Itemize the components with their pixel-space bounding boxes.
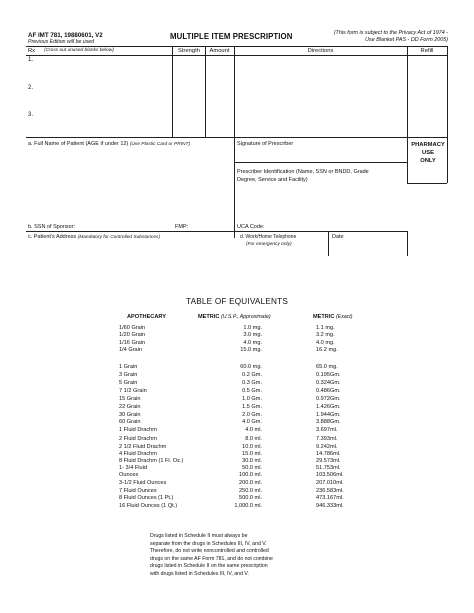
directions-header: Directions <box>307 48 334 54</box>
equivalents-row <box>0 396 474 404</box>
date-label[interactable]: Date <box>332 234 344 240</box>
metric-approx-value: 1.0 mg. <box>243 325 262 331</box>
metric-approx-value: 0.2 Gm. <box>242 372 262 378</box>
footnote-line-3: Therefore, do not write noncontrolled and controlled <box>150 548 269 555</box>
metric-exact-value: 1.944Gm. <box>316 412 341 418</box>
apothecary-value: 30 Grain <box>119 412 141 418</box>
metric-exact-value: 0.195Gm. <box>316 372 341 378</box>
metric-approx-value: 8.0 ml. <box>245 436 262 442</box>
apothecary-value: 8 Fluid Ounces (1 Pt.) <box>119 495 174 501</box>
telephone-hint: (For emergency only) <box>246 242 292 247</box>
footnote-line-1: Drugs listed in Schedule II must always be <box>150 533 248 539</box>
equivalents-row <box>0 364 474 372</box>
metric-approx-value: 200.0 ml. <box>238 480 262 486</box>
metric-exact-value: 236.583ml. <box>316 488 344 494</box>
telephone-label: d. Work/Home Telephone <box>240 234 297 240</box>
metric-exact-value: 207.010ml. <box>316 480 344 486</box>
footnote-line-4: drugs on the same AF Form 781, and do not combine <box>150 555 273 562</box>
metric-approx-value: 0.3 Gm. <box>242 380 262 386</box>
equivalents-row <box>0 372 474 380</box>
divider-date <box>328 231 329 256</box>
rule-ssn-bottom <box>26 231 407 232</box>
pharmacy-line-1: PHARMACY <box>411 142 445 148</box>
equivalents-row <box>0 388 474 396</box>
rule-pharmacy-bottom <box>407 183 447 184</box>
metric-approx-header <box>198 314 271 320</box>
rx-line-2[interactable]: 2. <box>28 85 34 91</box>
metric-exact-value: 9.242ml. <box>316 444 338 450</box>
apothecary-value: 1/60 Grain <box>119 325 146 331</box>
apothecary-value: 1 Grain <box>119 364 138 370</box>
metric-approx-value: 1.5 Gm. <box>242 404 262 410</box>
uca-code-label[interactable]: UCA Code: <box>237 224 265 230</box>
metric-approx-value: 100.0 ml. <box>238 472 262 478</box>
metric-exact-value: 3.888Gm. <box>316 419 341 425</box>
patient-address-field[interactable] <box>28 234 160 240</box>
metric-exact-value: 1.1 mg. <box>316 325 335 331</box>
metric-approx-value: 250.0 ml. <box>238 488 262 494</box>
metric-approx-value: 0.5 Gm. <box>242 388 262 394</box>
prescriber-id-field[interactable] <box>237 168 369 184</box>
apothecary-value: 1/16 Grain <box>119 340 146 346</box>
rule-header-bottom <box>26 55 448 56</box>
apothecary-value: 15 Grain <box>119 396 141 402</box>
apothecary-value: 1 Fluid Drachm <box>119 427 157 433</box>
apothecary-value: 1- 3/4 Fluid <box>119 465 147 471</box>
prescriber-id-line-2: Degree, Service and Facility) <box>237 177 308 183</box>
privacy-line-2: Use Blanket PAS - DD Form 2005) <box>365 37 448 43</box>
patient-address-hint: (Mandatory for Controlled Substances) <box>77 235 161 240</box>
rx-line-1[interactable]: 1. <box>28 57 34 63</box>
refill-header: Refill <box>420 48 434 54</box>
metric-exact-hint: (Exact) <box>336 314 353 320</box>
footnote-line-2: separate from the drugs in Schedules III, IV, and V. <box>150 540 267 547</box>
amount-header: Amount <box>209 48 230 54</box>
equivalents-row <box>0 495 474 503</box>
rule-rx-bottom <box>26 137 448 138</box>
apothecary-value: 3-1/2 Fluid Ounces <box>119 480 167 486</box>
telephone-field[interactable] <box>240 234 296 248</box>
apothecary-header: APOTHECARY <box>127 314 166 320</box>
metric-approx-label: METRIC <box>198 314 220 320</box>
metric-approx-value: 60.0 mg. <box>240 364 262 370</box>
form-id: AF IMT 781, 19880601, V2 <box>28 32 103 39</box>
metric-exact-value: 0.324Gm. <box>316 380 341 386</box>
previous-edition-note: Previous Edition will be used <box>28 39 95 45</box>
metric-exact-value: 0.486Gm. <box>316 388 341 394</box>
prescriber-signature-label[interactable]: Signature of Prescriber <box>237 141 294 147</box>
equivalents-row <box>0 419 474 427</box>
metric-approx-value: 2.0 Gm. <box>242 412 262 418</box>
metric-approx-value: 15.0 mg. <box>240 347 262 353</box>
patient-name-label: a. Full Name of Patient (AGE if under 12) <box>28 141 129 147</box>
patient-name-field[interactable] <box>28 141 190 147</box>
metric-approx-value: 4.0 mg. <box>243 340 262 346</box>
metric-exact-label: METRIC <box>313 314 335 320</box>
equivalents-row <box>0 472 474 480</box>
rule-signature-bottom <box>234 162 407 163</box>
strength-header: Strength <box>178 48 200 54</box>
apothecary-value: 16 Fluid Ounces (1 Qt.) <box>119 503 178 509</box>
divider-directions <box>234 46 235 238</box>
metric-approx-hint: (U.S.P., Approximate) <box>221 314 271 320</box>
apothecary-value: 8 Fluid Drachm (1 Fl. Oz.) <box>119 458 184 464</box>
metric-exact-value: 0.972Gm. <box>316 396 341 402</box>
metric-exact-value: 51.753ml. <box>316 465 341 471</box>
equivalents-row <box>0 427 474 435</box>
metric-exact-value: 65.0 mg. <box>316 364 338 370</box>
apothecary-value: 4 Fluid Drachm <box>119 451 157 457</box>
patient-name-hint: (Use Plastic Card or PRINT) <box>129 142 191 147</box>
metric-approx-value: 1,000.0 ml. <box>234 503 262 509</box>
date-right-edge <box>407 231 408 256</box>
metric-approx-value: 15.0 ml. <box>242 451 262 457</box>
crossout-note: (Cross out unused blanks below) <box>44 48 114 53</box>
divider-amount <box>205 46 206 137</box>
metric-exact-value: 7.393ml. <box>316 436 338 442</box>
privacy-act-note <box>318 30 448 44</box>
rule-top <box>26 46 448 47</box>
apothecary-value: 60 Grain <box>119 419 141 425</box>
apothecary-value: 7 Fluid Ounces <box>119 488 157 494</box>
rx-header: Rx <box>28 48 36 54</box>
divider-refill <box>407 46 408 137</box>
metric-exact-value: 1.426Gm. <box>316 404 341 410</box>
pharmacy-line-3: ONLY <box>420 158 436 164</box>
metric-approx-value: 30.0 ml. <box>242 458 262 464</box>
metric-approx-value: 500.0 ml. <box>238 495 262 501</box>
metric-exact-value: 3.697ml. <box>316 427 338 433</box>
footnote-line-6: with drugs listed in Schedules III, IV, and V. <box>150 570 249 577</box>
pharmacy-use-only <box>408 141 448 165</box>
metric-exact-header <box>313 314 352 320</box>
footnote-line-5: drugs listed in Schedule II on the same prescription <box>150 563 268 570</box>
apothecary-value: 2 1/2 Fluid Drachm <box>119 444 167 450</box>
metric-approx-value: 50.0 ml. <box>242 465 262 471</box>
metric-exact-value: 946.333ml. <box>316 503 344 509</box>
metric-approx-value: 1.0 Gm. <box>242 396 262 402</box>
metric-exact-value: 3.2 mg. <box>316 332 335 338</box>
rx-line-3[interactable]: 3. <box>28 112 34 118</box>
equivalents-row <box>0 380 474 388</box>
metric-exact-value: 14.786ml. <box>316 451 341 457</box>
schedule-footnote <box>150 533 326 579</box>
metric-exact-value: 16.2 mg. <box>316 347 338 353</box>
metric-approx-value: 10.0 ml. <box>242 444 262 450</box>
metric-approx-value: 4.0 Gm. <box>242 419 262 425</box>
apothecary-value: 2 Fluid Drachm <box>119 436 157 442</box>
privacy-line-1: (This form is subject to the Privacy Act of 1974 - <box>333 30 448 36</box>
right-edge <box>447 46 448 137</box>
equivalents-row <box>0 404 474 412</box>
equivalents-row <box>0 480 474 488</box>
equivalents-row <box>0 347 474 355</box>
form-title: MULTIPLE ITEM PRESCRIPTION <box>170 32 293 41</box>
metric-exact-value: 473.167ml. <box>316 495 344 501</box>
apothecary-value: Ounces <box>119 472 139 478</box>
metric-approx-value: 3.0 mg. <box>243 332 262 338</box>
fmp-label[interactable]: FMP: <box>175 224 189 230</box>
equivalents-row <box>0 436 474 444</box>
metric-exact-value: 4.0 mg. <box>316 340 335 346</box>
metric-exact-value: 103.506ml. <box>316 472 344 478</box>
apothecary-value: 1/20 Grain <box>119 332 146 338</box>
equivalents-row <box>0 332 474 340</box>
sponsor-ssn-label[interactable]: b. SSN of Sponsor: <box>28 224 76 230</box>
equivalents-row <box>0 503 474 511</box>
pharmacy-line-2: USE <box>422 150 434 156</box>
metric-approx-value: 4.0 ml. <box>245 427 262 433</box>
apothecary-value: 7 1/2 Grain <box>119 388 147 394</box>
apothecary-value: 3 Grain <box>119 372 138 378</box>
metric-exact-value: 29.573ml. <box>316 458 341 464</box>
apothecary-value: 5 Grain <box>119 380 138 386</box>
apothecary-value: 22 Grain <box>119 404 141 410</box>
prescriber-id-line-1: Prescriber Identification (Name, SSN or BNDD, Grade <box>237 169 369 175</box>
apothecary-value: 1/4 Grain <box>119 347 143 353</box>
divider-strength <box>172 46 173 137</box>
equivalents-title: TABLE OF EQUIVALENTS <box>186 297 288 306</box>
patient-address-label: c. Patient's Address <box>28 234 77 240</box>
